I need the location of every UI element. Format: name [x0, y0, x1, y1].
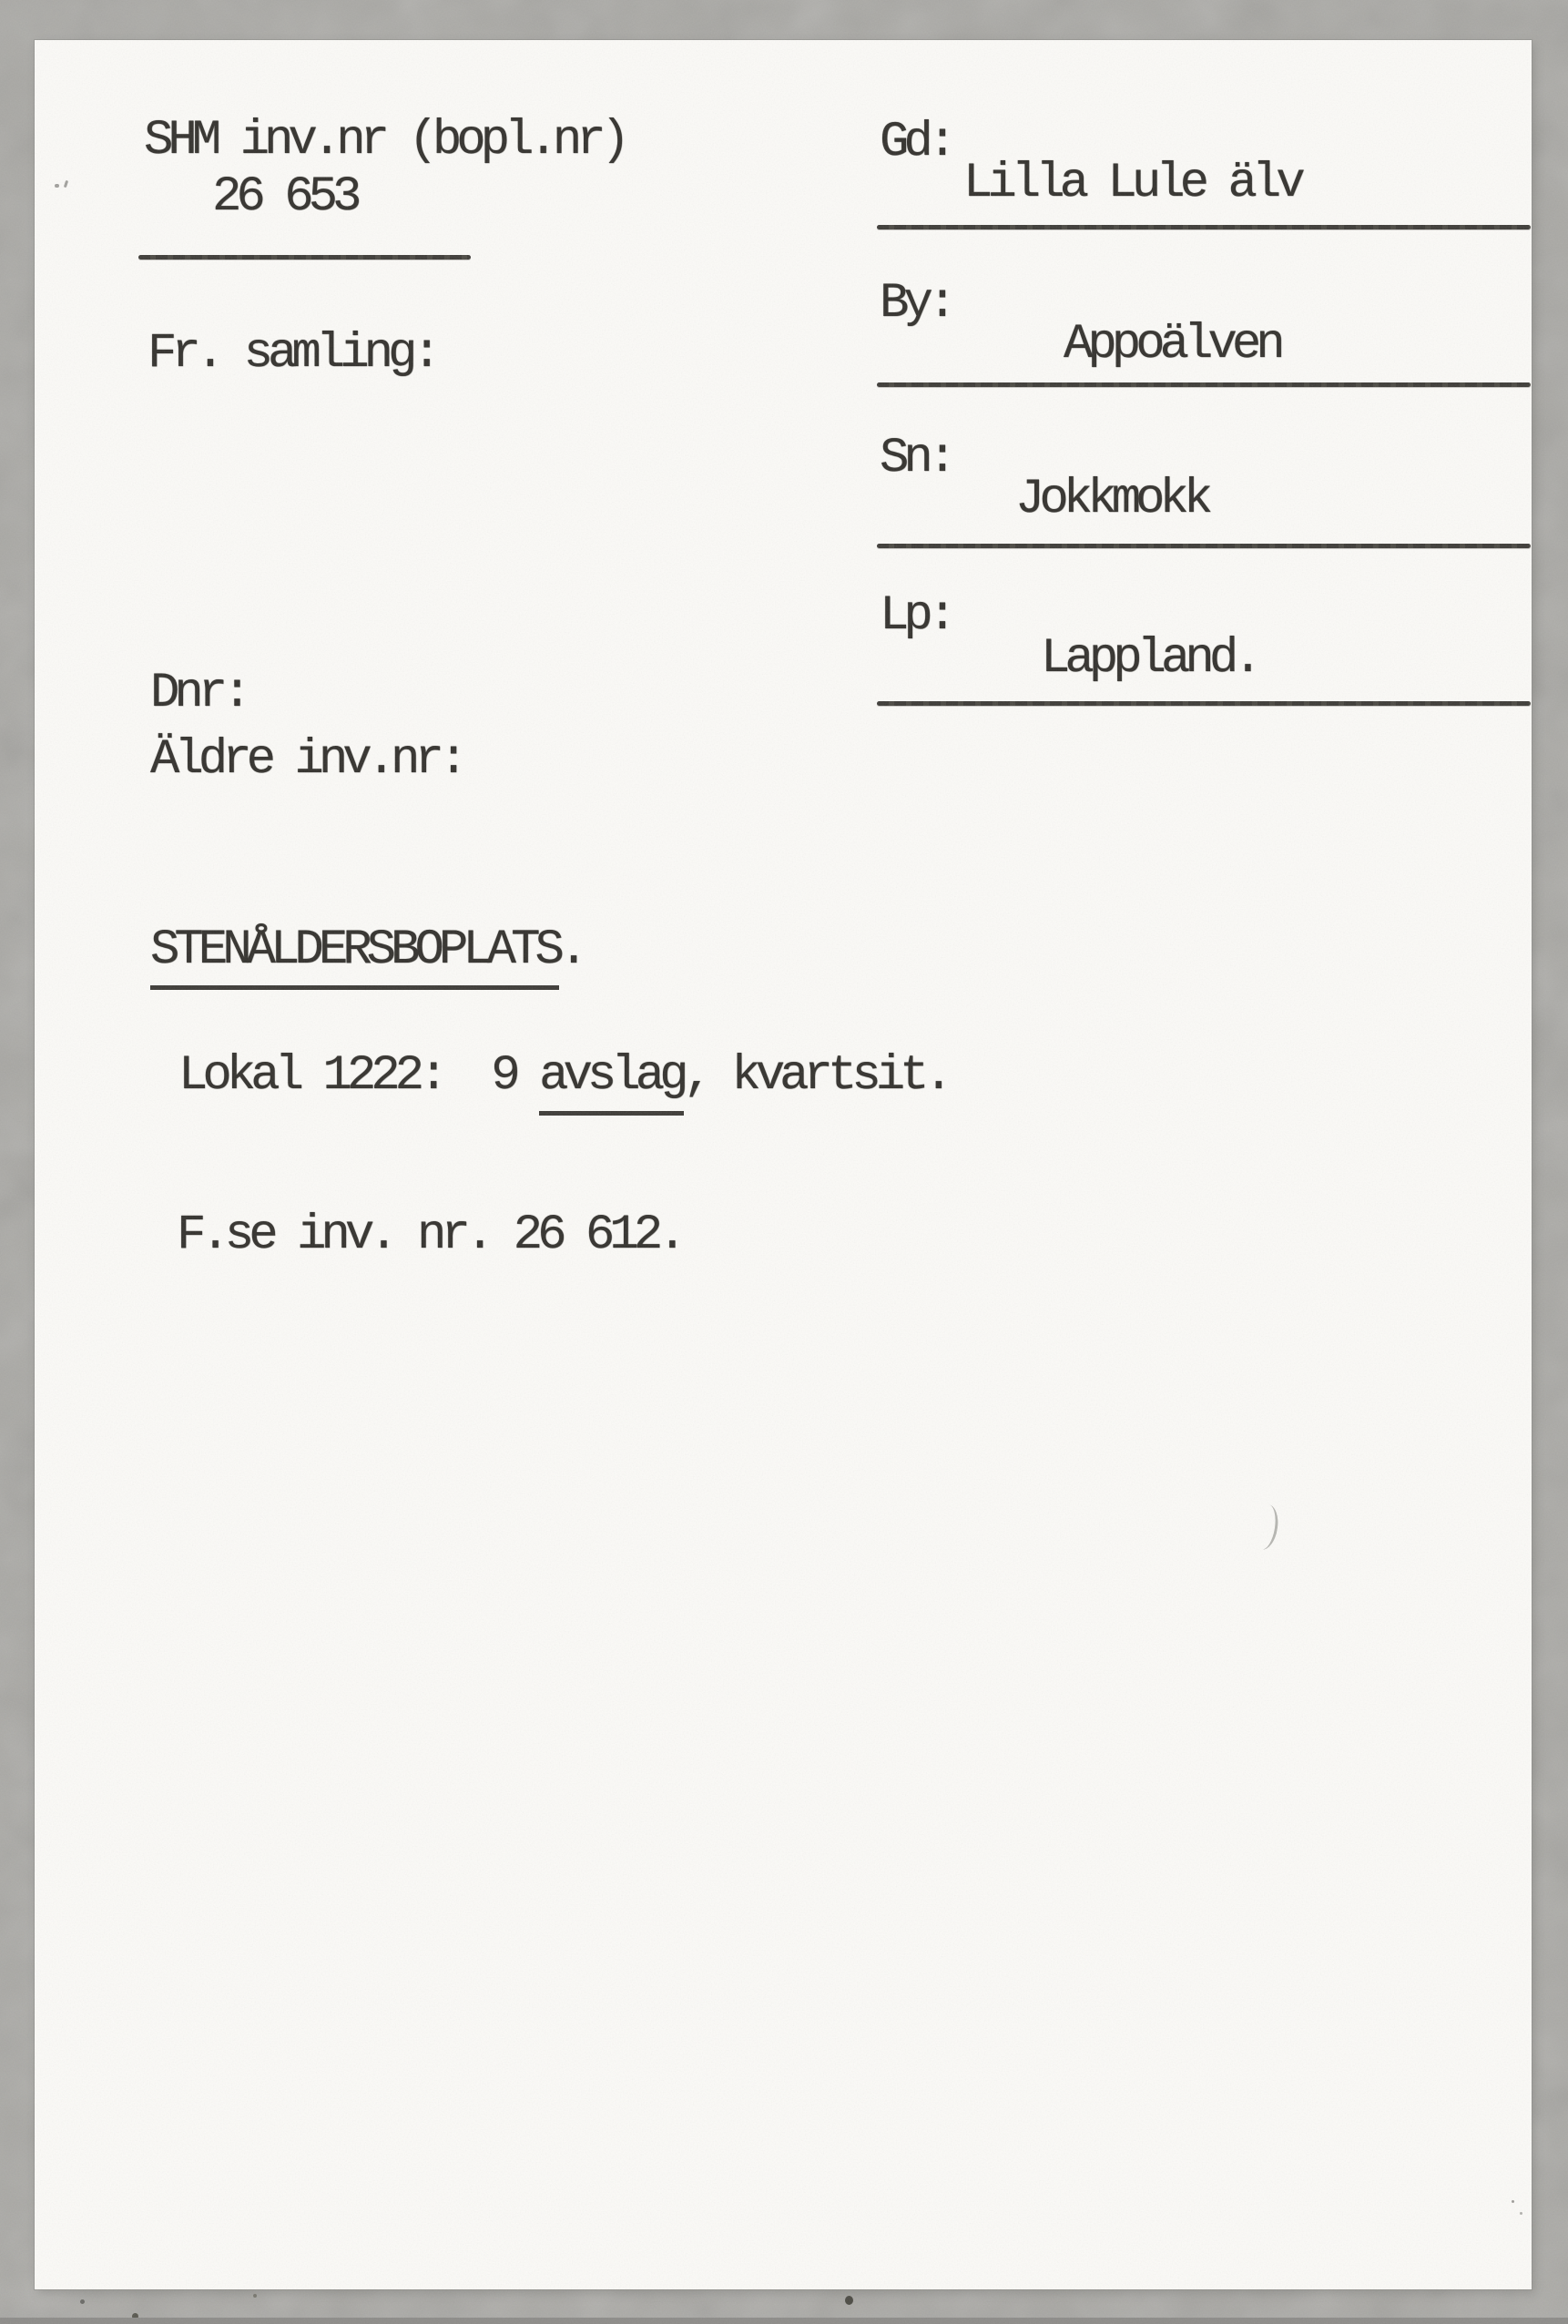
field-sn-value: Jokkmokk — [1015, 472, 1208, 527]
dnr-label: Dnr: — [150, 666, 247, 721]
ink-speck — [845, 2296, 853, 2305]
inventory-number-value: 26 653 — [212, 169, 357, 225]
field-lp-label: Lp: — [880, 588, 952, 644]
inventory-number-underline — [138, 255, 471, 260]
ink-speck — [1520, 2212, 1522, 2215]
paper-card — [35, 40, 1532, 2289]
field-sn-label: Sn: — [880, 431, 952, 486]
field-sn-rule-line — [877, 544, 1531, 548]
field-by-label: By: — [880, 276, 952, 331]
field-lp-value: Lappland. — [1041, 631, 1257, 687]
site-type-heading-period: . — [558, 922, 584, 978]
stray-ink-tick — [64, 180, 68, 189]
ink-speck — [80, 2299, 85, 2304]
ink-speck — [1512, 2200, 1514, 2203]
finds-description-line — [178, 1048, 948, 1116]
inventory-number-label: SHM inv.nr (bopl.nr) — [144, 113, 626, 168]
field-by-value: Appoälven — [1064, 317, 1280, 372]
stray-ink-tick — [55, 184, 59, 188]
field-lp-rule-line — [877, 701, 1531, 706]
older-inventory-label: Äldre inv.nr: — [150, 732, 463, 788]
faint-pen-mark — [1251, 1503, 1281, 1551]
collection-label: Fr. samling: — [148, 326, 436, 382]
finds-underlined-word: avslag — [539, 1052, 683, 1116]
field-by-rule-line — [877, 382, 1531, 387]
ink-speck — [253, 2294, 257, 2298]
finds-suffix: , kvartsit. — [683, 1048, 948, 1104]
field-gd-rule-line — [877, 225, 1531, 229]
site-type-heading-text: STENÅLDERSBOPLATS — [150, 926, 559, 990]
cross-reference-line: F.se inv. nr. 26 612. — [177, 1208, 682, 1263]
field-gd-value: Lilla Lule älv — [963, 156, 1300, 211]
finds-prefix: Lokal 1222: 9 — [178, 1048, 540, 1104]
site-type-heading — [150, 922, 584, 990]
field-gd-label: Gd: — [880, 115, 952, 170]
scan-bottom-edge-shadow — [0, 2318, 1568, 2324]
